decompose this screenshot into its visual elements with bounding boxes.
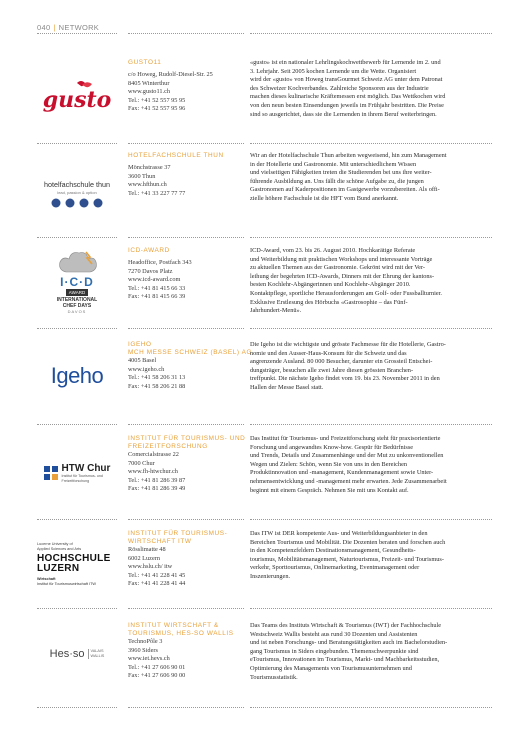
divider	[250, 143, 492, 144]
page-number: 040	[37, 23, 51, 32]
website-link[interactable]: www.iet.hevs.ch	[128, 655, 170, 663]
city-line: 8405 Winterthur	[128, 79, 170, 87]
website-link[interactable]: www.icd-award.com	[128, 276, 181, 284]
hslu-logo-bottom-2: Institut für Tourismuswirtschaft ITW	[37, 581, 97, 586]
website-link[interactable]: www.gusto11.ch	[128, 88, 171, 96]
divider	[128, 424, 244, 425]
contact-block	[128, 622, 245, 681]
address-line: Comercialstrasse 22	[128, 451, 179, 458]
contact-block	[128, 152, 245, 198]
phone-line: Tel.: +41 81 286 39 87	[128, 476, 186, 484]
icd-logo-chef-days: CHEF DAYS	[62, 303, 92, 309]
divider	[37, 608, 117, 609]
divider	[37, 424, 117, 425]
phone-line: Tel.: +41 33 227 77 77	[128, 189, 186, 197]
description: Wir an der Hotelfachschule Thun arbeiten wegweisend, hin zum Management in der Hotellerie und Gastronomie. Mit unterschiedlichem Wissen und vielseitigen Fähigkeiten treten die Studierenden bei uns ihre weiter- führende Ausbildung an. Uns fällt die schöne Aufgabe zu, die jungen Gastronomen auf Kaderpositionen im Gastgewerbe vorzubereiten. Als offi- zielle höhere Fachschule ist die HFT vom Bund anerkannt.	[250, 152, 447, 202]
chef-hat-icon	[52, 250, 102, 276]
hslu-logo-big: HOCHSCHULE	[37, 553, 111, 565]
htw-chur-logo-text: HTW Chur	[61, 463, 111, 475]
divider	[250, 328, 492, 329]
org-name: GUSTO11	[128, 59, 162, 66]
fax-line: Fax: +41 81 415 66 39	[128, 293, 186, 301]
description: ICD-Award, vom 23. bis 26. August 2010. Hochkarätige Referate und Weiterbildung mit praktischen Workshops und interessante Vorträge zu aktuellen Themen aus der Gastronomie. Gekrönt wird mit der Ver- leihung der begehrten ICD-Awards, Dinners mit der Ehrung der kantons- besten Kochlehr-Abgängerinnen und Kochlehr-Abgänger 2010. Kontaktpflege, sportliche Herausforderungen am Golf- oder Fussballturnier. Exklusive Erstlesung des Hörbuchs «Gastrosophie – das Fünf- Jahrhundert-Menü».	[250, 247, 442, 315]
hes-so-logo-valais: VALAIS	[90, 649, 104, 654]
fax-line: Fax: +41 58 206 21 88	[128, 382, 186, 390]
fax-line: Fax: +41 81 286 39 49	[128, 485, 186, 493]
address-line: TechnoPôle 3	[128, 638, 163, 645]
directory-entry-igeho	[37, 338, 492, 423]
website-link[interactable]: www.igeho.ch	[128, 365, 165, 373]
hotelfachschule-thun-logo	[37, 174, 117, 214]
phone-line: Tel.: +41 52 557 95 95	[128, 96, 186, 104]
hochschule-luzern-logo	[37, 542, 117, 594]
gusto-logo	[37, 79, 117, 119]
contact-block	[128, 59, 245, 114]
description: Die Igeho ist die wichtigste und grösste Fachmesse für die Hotellerie, Gastro- nomie und den Ausser-Haus-Konsum für die Schweiz und das angrenzende Ausland. 80 000 Besucher, darunter ein Grossteil Entschei- dungsträger, besuchen alle zwei Jahre diesen grössten Branchen- treffpunkt. Die nächste Igeho findet vom 19. bis 23. November 2011 in den Hallen der Messe Basel statt.	[250, 341, 446, 391]
divider	[37, 143, 117, 144]
hslu-logo-top-2: Applied Sciences and Arts	[37, 546, 82, 551]
org-name: INSTITUT FÜR TOURISMUS- WIRTSCHAFT ITW	[128, 530, 228, 545]
address-line: Headoffice, Postfach 343	[128, 259, 192, 266]
icd-logo-text: I·C·D	[60, 275, 94, 289]
city-line: 3960 Siders	[128, 646, 158, 654]
divider	[128, 519, 244, 520]
fax-line: Fax: +41 41 228 41 44	[128, 580, 186, 588]
hft-logo-subtext: lead, passion & option	[57, 189, 97, 195]
gusto-logo-text: gusto	[42, 87, 112, 113]
directory-entry-hotelfachschule-thun	[37, 152, 492, 232]
phone-line: Tel.: +41 81 415 66 33	[128, 284, 186, 292]
city-line: 4005 Basel	[128, 357, 157, 364]
phone-line: Tel.: +41 27 606 90 01	[128, 663, 186, 671]
divider	[128, 237, 244, 238]
website-link[interactable]: www.fh-htwchur.ch	[128, 468, 178, 476]
city-line: 7000 Chur	[128, 459, 155, 467]
description: «gusto» ist ein nationaler Lehrlingskochwettbewerb für Lernende im 2. und 3. Lehrjahr. Seit 2005 kochen Lernende um die Wette. Organisiert wird der «gusto» von Howeg transGourmet Schweiz AG unter dem Patronat des Schweizer Kochverbandes. Zahlreiche Sponsoren aus der Industrie machen dieses kulinarische Kräftemessen erst möglich. Das Wettkochen wird von den neun besten Einsendungen jeweils im Frühjahr bestritten. Die Preise sind so ausgerichtet, dass sie die Lernenden in ihrem Beruf weiterbringen.	[250, 59, 446, 118]
city-line: 3600 Thun	[128, 172, 156, 180]
directory-entry-hes-so-wallis	[37, 619, 492, 704]
divider	[250, 424, 492, 425]
fax-line: Fax: +41 52 557 95 96	[128, 105, 186, 113]
contact-block	[128, 247, 245, 302]
divider	[128, 33, 244, 34]
divider	[128, 143, 244, 144]
contact-block	[128, 530, 245, 589]
org-name: IGEHO MCH MESSE SCHWEIZ (BASEL) AG	[128, 341, 253, 356]
description: Das ITW ist DER kompetente Aus- und Weiterbildungsanbieter in den Bereichen Tourismus und Mobilität. Die Dozenten beraten und forschen auch in den Kompetenzfeldern Destinationsmanagement, Gesundheits- tourismus, Mobilitätsmanagement, Naturtourismus, Freizeit- und Tourismus- verkehr, Sporttourismus, Onlinemarketing, Eventmanagement oder Inszenierungen.	[250, 530, 446, 580]
gusto-logo-graphic	[37, 79, 117, 119]
igeho-logo-text: Igeho	[50, 363, 104, 388]
divider	[250, 519, 492, 520]
org-name: INSTITUT FÜR TOURISMUS- UND FREIZEITFORSCHUNG	[128, 435, 246, 450]
divider	[128, 608, 244, 609]
page-header	[37, 17, 490, 37]
city-line: 6002 Luzern	[128, 554, 160, 562]
hes-so-logo-text: Hes·so	[49, 648, 85, 660]
hslu-logo-top: Lucerne University of	[37, 542, 73, 546]
divider	[128, 328, 244, 329]
icd-logo-award: AWARD	[66, 289, 88, 296]
htw-chur-emblem-icon	[44, 466, 58, 480]
fax-line: Fax: +41 27 606 90 00	[128, 672, 186, 680]
org-name: HOTELFACHSCHULE THUN	[128, 152, 224, 159]
address-line: Mönchstrasse 37	[128, 164, 171, 171]
divider	[128, 707, 244, 708]
divider	[250, 237, 492, 238]
hslu-logo-big-2: LUZERN	[37, 563, 80, 575]
hslu-logo-bottom: Wirtschaft	[37, 577, 56, 582]
directory-entry-gusto11	[37, 57, 492, 142]
phone-line: Tel.: +41 58 206 31 13	[128, 374, 186, 382]
phone-line: Tel.: +41 41 228 41 45	[128, 571, 186, 579]
igeho-logo	[37, 356, 117, 396]
divider	[250, 707, 492, 708]
hes-so-logo-wallis: WALLIS	[90, 654, 105, 658]
address-line: Rösslimatte 48	[128, 546, 166, 553]
website-link[interactable]: www.hslu.ch/ itw	[128, 563, 173, 571]
icd-logo-davos: DAVOS	[67, 309, 87, 314]
contact-block	[128, 435, 245, 494]
org-name: INSTITUT WIRTSCHAFT & TOURISMUS, HES-SO WALLIS	[128, 622, 234, 637]
address-line: c/o Howeg, Rudolf-Diesel-Str. 25	[128, 71, 213, 78]
htw-chur-logo-subtext: Institut für Tourismus- und Freizeitforschung	[61, 474, 103, 483]
description: Das Teams des Instituts Wirtschaft & Tourismus (IWT) der Fachhochschule Westschweiz Wallis besteht aus rund 30 Dozenten und Assistenten und ist neben Forschungs- und Beratungstätigkeiten auch im Bachelorstudien- gang Tourismus in Siders eingebunden. Themenschwerpunkte sind eTourismus, Innovationen im Tourismus, Markt- und Machbarkeitsstudien, Optimierung des Managements von Tourismusunternehmen und Tourismusstatistik.	[250, 622, 448, 681]
directory-entry-hochschule-luzern	[37, 530, 492, 610]
contact-block	[128, 341, 253, 391]
divider	[37, 33, 117, 34]
hes-so-logo	[37, 639, 117, 669]
divider	[37, 707, 117, 708]
htw-chur-logo	[37, 455, 117, 491]
icd-logo-international: INTERNATIONAL	[56, 297, 98, 303]
website-link[interactable]: www.hfthun.ch	[128, 181, 167, 189]
divider	[37, 237, 117, 238]
hft-logo-text: hotelfachschule thun	[44, 179, 110, 189]
divider	[37, 519, 117, 520]
section-title: NETWORK	[58, 23, 100, 32]
org-name: ICD-AWARD	[128, 247, 170, 254]
icd-award-logo	[37, 249, 117, 315]
header-separator: |	[53, 23, 56, 32]
divider	[250, 33, 492, 34]
directory-entry-htw-chur	[37, 435, 492, 520]
description: Das Institut für Tourismus- und Freizeitforschung steht für praxisorientierte Forschung und angewandtes Know-how. Gespür für Bedürfnisse und Trends, Details und Zusammenhänge und der Mut zu unkonventionellen Wegen und Zielen: Schön, wenn Sie von uns in den Bereichen Produktinnovation und -management, Kundenmanagement sowie Unter- nehmensentwicklung und -management mehr erwarten. Jede Zusammenarbeit beginnt mit einem Gespräch. Nehmen Sie mit uns Kontakt auf.	[250, 435, 447, 494]
hft-logo-icons	[47, 197, 107, 209]
divider	[250, 608, 492, 609]
divider	[37, 328, 117, 329]
city-line: 7270 Davos Platz	[128, 267, 173, 275]
